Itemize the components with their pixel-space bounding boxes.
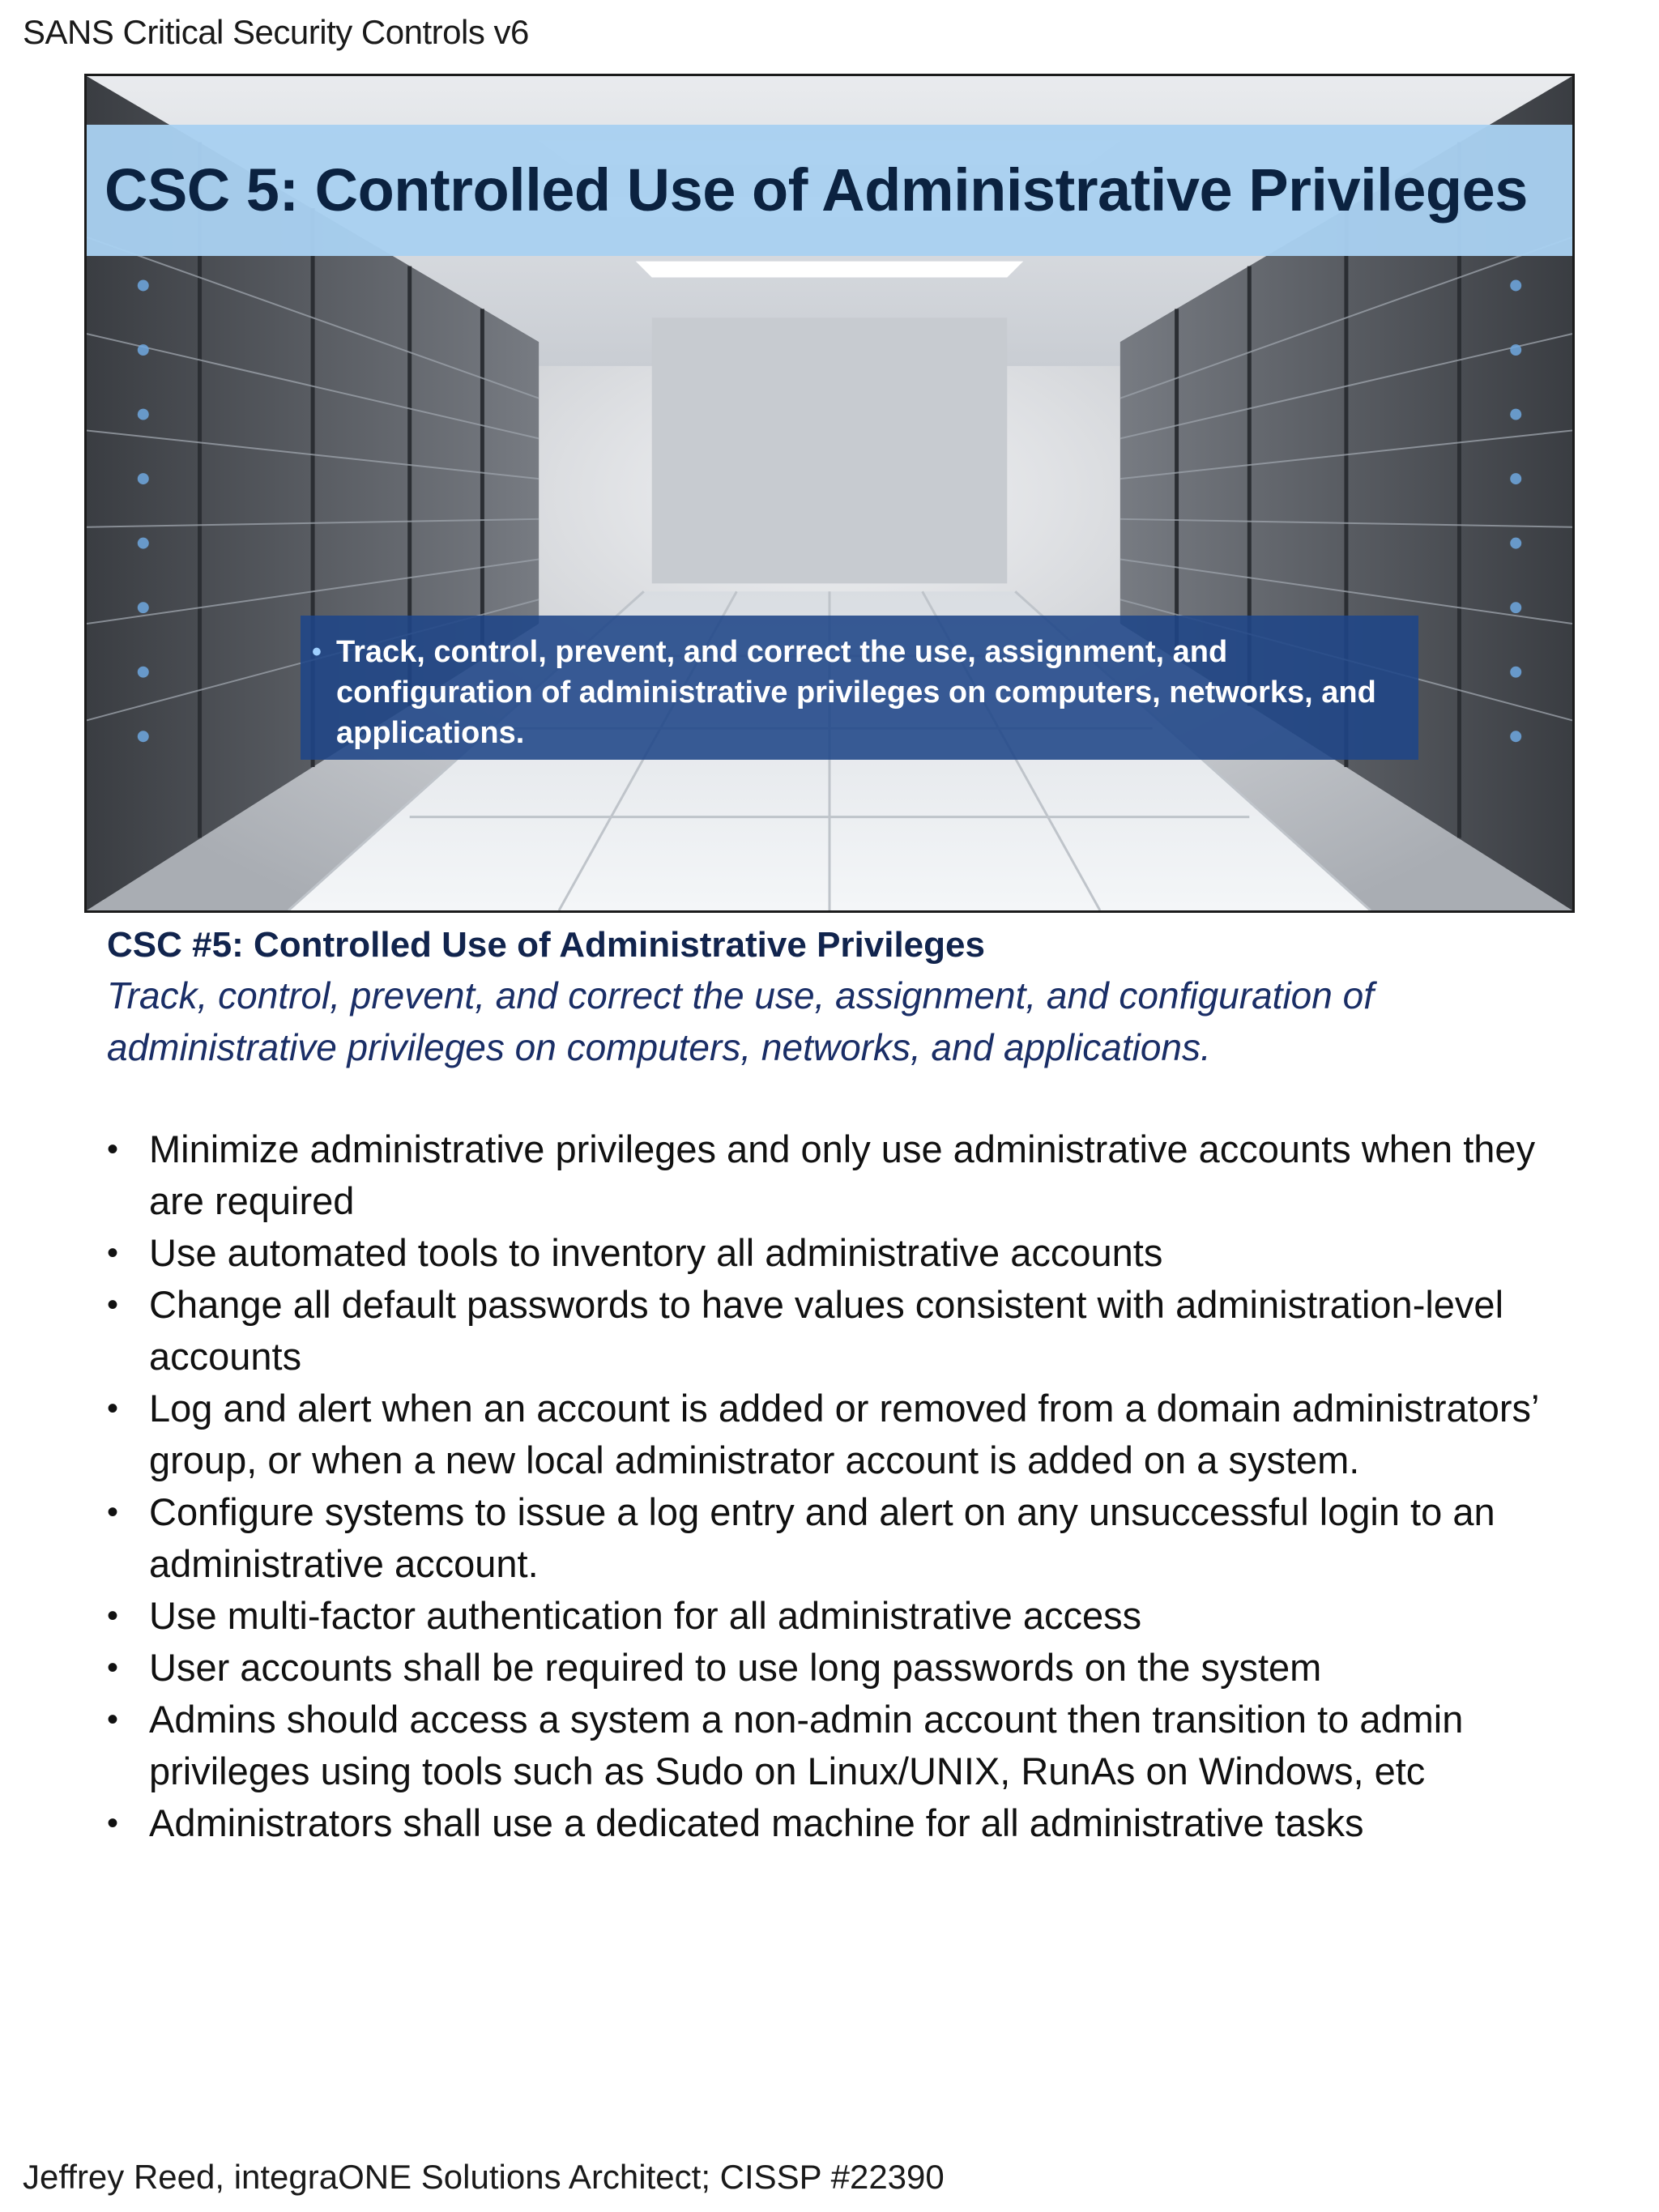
bullet-icon: • bbox=[107, 1391, 119, 1426]
bullet-icon: • bbox=[312, 637, 322, 667]
list-item bbox=[107, 1383, 1565, 1486]
list-item-text: Minimize administrative privileges and only use administrative accounts when they are required bbox=[149, 1127, 1536, 1222]
list-item bbox=[107, 1486, 1565, 1590]
page-footer: Jeffrey Reed, integraONE Solutions Architect; CISSP #22390 bbox=[23, 2158, 945, 2196]
list-item-text: User accounts shall be required to use long passwords on the system bbox=[149, 1646, 1322, 1689]
bullet-icon: • bbox=[107, 1650, 119, 1686]
list-item-text: Admins should access a system a non-admin account then transition to admin privileges using tools such as Sudo on Linux/UNIX, RunAs on Windows, etc bbox=[149, 1698, 1464, 1792]
bullet-icon: • bbox=[107, 1494, 119, 1530]
list-item-text: Log and alert when an account is added or removed from a domain administrators’ group, or when a new local administrator account is added on a system. bbox=[149, 1387, 1538, 1481]
bullet-icon: • bbox=[107, 1132, 119, 1167]
bullet-icon: • bbox=[107, 1235, 119, 1271]
list-item-text: Use multi-factor authentication for all administrative access bbox=[149, 1594, 1142, 1637]
list-item-text: Administrators shall use a dedicated machine for all administrative tasks bbox=[149, 1801, 1364, 1844]
list-item bbox=[107, 1642, 1565, 1694]
list-item-text: Use automated tools to inventory all administrative accounts bbox=[149, 1231, 1163, 1274]
list-item-text: Change all default passwords to have values consistent with administration-level accounts bbox=[149, 1283, 1504, 1378]
list-item bbox=[107, 1590, 1565, 1642]
slide-bullet-text: Track, control, prevent, and correct the use, assignment, and configuration of administrative privileges on computers, networks, and applications. bbox=[336, 635, 1376, 750]
list-item bbox=[107, 1123, 1565, 1227]
slide-image bbox=[84, 74, 1575, 913]
bullet-icon: • bbox=[107, 1287, 119, 1323]
bullet-list bbox=[107, 1123, 1565, 1849]
bullet-icon: • bbox=[107, 1598, 119, 1634]
notes-heading: CSC #5: Controlled Use of Administrative Privileges bbox=[107, 925, 985, 965]
slide-bullet-box bbox=[301, 616, 1418, 760]
page-header: SANS Critical Security Controls v6 bbox=[23, 13, 529, 51]
list-item bbox=[107, 1694, 1565, 1797]
notes-intro: Track, control, prevent, and correct the use, assignment, and configuration of administrative privileges on computers, networks, and applications. bbox=[107, 974, 1374, 1068]
list-item bbox=[107, 1279, 1565, 1383]
bullet-icon: • bbox=[107, 1805, 119, 1841]
list-item bbox=[107, 1797, 1565, 1849]
list-item-text: Configure systems to issue a log entry and alert on any unsuccessful login to an administrative account. bbox=[149, 1490, 1495, 1585]
list-item bbox=[107, 1227, 1565, 1279]
slide-title: CSC 5: Controlled Use of Administrative Privileges bbox=[104, 156, 1528, 224]
notes-content bbox=[107, 921, 1565, 1849]
bullet-icon: • bbox=[107, 1702, 119, 1737]
